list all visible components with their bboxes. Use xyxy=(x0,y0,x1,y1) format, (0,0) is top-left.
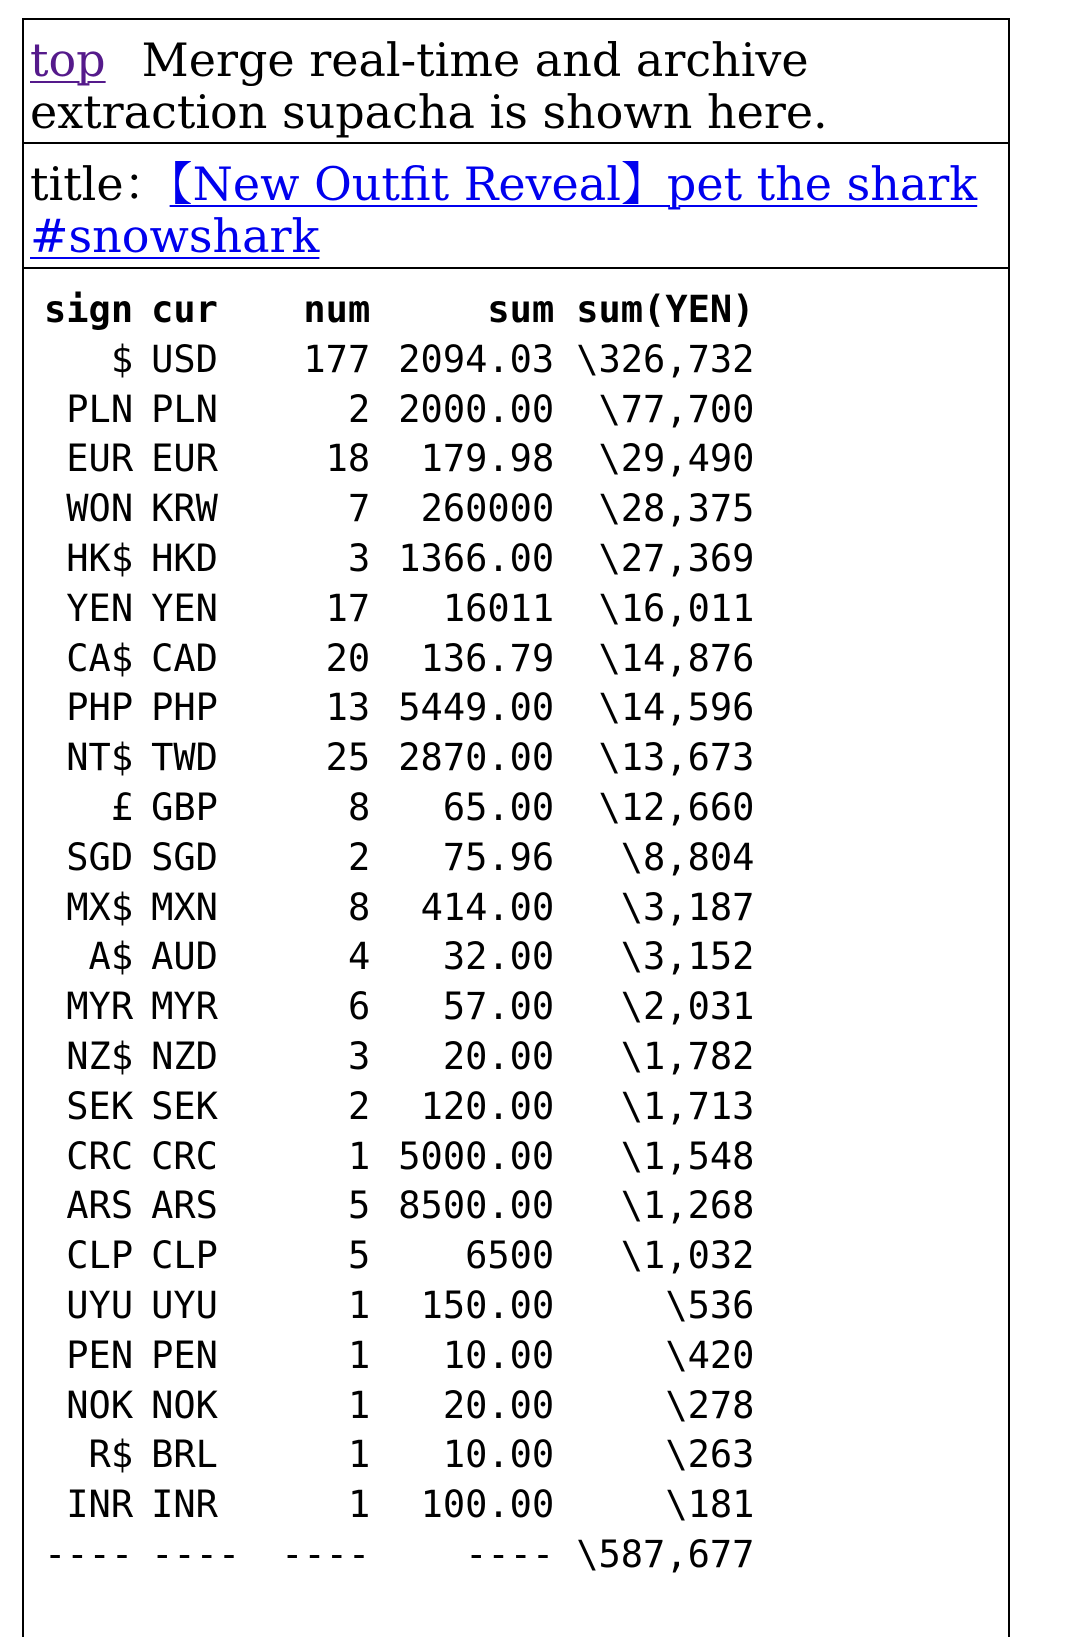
cell-sum-yen: \278 xyxy=(665,1383,755,1427)
table-row xyxy=(44,1480,754,1530)
cell-currency: MXN xyxy=(151,885,218,929)
cell-sign: ARS xyxy=(66,1184,134,1228)
cell-currency: YEN xyxy=(151,586,218,630)
cell-count: 5 xyxy=(347,1184,371,1228)
cell-sum-yen: \14,596 xyxy=(598,686,755,730)
table-row xyxy=(44,385,754,435)
cell-sign: INR xyxy=(66,1483,134,1527)
cell-currency: INR xyxy=(151,1483,218,1527)
cell-sum: 100.00 xyxy=(420,1483,555,1527)
cell-sum: 2000.00 xyxy=(398,387,555,431)
table-row xyxy=(44,783,754,833)
cell-currency: USD xyxy=(151,337,218,381)
column-header-sum-yen: sum(YEN) xyxy=(576,288,755,331)
cell-currency: PLN xyxy=(151,387,218,431)
cell-currency: GBP xyxy=(151,785,218,829)
cell-count: 25 xyxy=(325,736,371,780)
top-link[interactable]: top xyxy=(30,33,106,87)
table-row xyxy=(44,1381,754,1431)
cell-sum-yen: \1,032 xyxy=(620,1234,755,1278)
table-row xyxy=(44,1082,754,1132)
cell-sum-yen: \77,700 xyxy=(598,387,755,431)
cell-currency: NOK xyxy=(151,1383,218,1427)
cell-currency: UYU xyxy=(151,1283,218,1327)
cell-currency: PEN xyxy=(151,1333,218,1377)
cell-sum: 20.00 xyxy=(442,1034,555,1078)
cell-currency: SEK xyxy=(151,1084,218,1128)
total-sum-dashes: ---- xyxy=(465,1532,555,1576)
cell-sum-yen: \536 xyxy=(665,1283,755,1327)
cell-sum: 65.00 xyxy=(442,785,555,829)
cell-sum: 136.79 xyxy=(420,636,555,680)
cell-sum: 260000 xyxy=(420,487,555,531)
table-body xyxy=(44,335,754,1530)
cell-sum-yen: \29,490 xyxy=(598,437,755,481)
cell-sum-yen: \8,804 xyxy=(620,835,755,879)
cell-sum: 179.98 xyxy=(420,437,555,481)
cell-currency: BRL xyxy=(151,1433,218,1477)
cell-count: 6 xyxy=(347,985,371,1029)
cell-sum-yen: \181 xyxy=(665,1483,755,1527)
table-row xyxy=(44,1132,754,1182)
cell-currency: SGD xyxy=(151,835,218,879)
cell-currency: CLP xyxy=(151,1234,218,1278)
video-title-link[interactable]: 【New Outfit Reveal】pet the shark #snowshark xyxy=(30,157,978,263)
table-row xyxy=(44,982,754,1032)
cell-sum: 10.00 xyxy=(442,1433,555,1477)
table-row xyxy=(44,484,754,534)
cell-sum: 414.00 xyxy=(420,885,555,929)
cell-sum-yen: \1,548 xyxy=(620,1134,755,1178)
table-row xyxy=(44,1430,754,1480)
table-row xyxy=(44,634,754,684)
table-header-row xyxy=(44,285,754,335)
cell-sign: PEN xyxy=(66,1333,134,1377)
table-row xyxy=(44,584,754,634)
cell-sign: SEK xyxy=(66,1084,134,1128)
cell-sum-yen: \326,732 xyxy=(576,337,755,381)
cell-sum-yen: \16,011 xyxy=(598,586,755,630)
cell-sum-yen: \12,660 xyxy=(598,785,755,829)
cell-currency: AUD xyxy=(151,935,218,979)
cell-currency: ARS xyxy=(151,1184,218,1228)
column-header-sum: sum xyxy=(487,288,555,331)
cell-currency: HKD xyxy=(151,536,218,580)
cell-currency: CRC xyxy=(151,1134,218,1178)
cell-sign: YEN xyxy=(66,586,134,630)
cell-sign: A$ xyxy=(88,935,134,979)
cell-sum-yen: \3,152 xyxy=(620,935,755,979)
table-row xyxy=(44,1281,754,1331)
table-row xyxy=(44,883,754,933)
cell-sum-yen: \27,369 xyxy=(598,536,755,580)
cell-sign: SGD xyxy=(66,835,134,879)
cell-count: 1 xyxy=(347,1283,371,1327)
table-row xyxy=(44,733,754,783)
cell-count: 8 xyxy=(347,785,371,829)
cell-count: 5 xyxy=(347,1234,371,1278)
header-row xyxy=(24,20,1008,144)
cell-sum-yen: \1,713 xyxy=(620,1084,755,1128)
cell-sign: NT$ xyxy=(66,736,134,780)
cell-sum: 20.00 xyxy=(442,1383,555,1427)
cell-count: 177 xyxy=(303,337,371,381)
column-header-cur: cur xyxy=(151,288,218,331)
cell-sum-yen: \28,375 xyxy=(598,487,755,531)
cell-sign: £ xyxy=(110,785,134,829)
cell-sum: 16011 xyxy=(442,586,555,630)
header-message: Merge real-time and archive extraction supacha is shown here. xyxy=(30,33,828,139)
cell-sum: 8500.00 xyxy=(398,1184,555,1228)
cell-count: 3 xyxy=(347,1034,371,1078)
cell-count: 2 xyxy=(347,387,371,431)
table-row xyxy=(44,1231,754,1281)
cell-currency: KRW xyxy=(151,487,218,531)
cell-currency: TWD xyxy=(151,736,218,780)
cell-sign: WON xyxy=(66,487,134,531)
table-row xyxy=(44,1181,754,1231)
total-sign-dashes: ---- xyxy=(44,1532,134,1576)
cell-sum-yen: \420 xyxy=(665,1333,755,1377)
cell-sign: NZ$ xyxy=(66,1034,134,1078)
cell-currency: MYR xyxy=(151,985,218,1029)
table-row xyxy=(44,683,754,733)
cell-sum: 120.00 xyxy=(420,1084,555,1128)
cell-count: 1 xyxy=(347,1483,371,1527)
content-frame xyxy=(22,18,1010,1637)
cell-currency: NZD xyxy=(151,1034,218,1078)
cell-count: 13 xyxy=(325,686,371,730)
cell-count: 2 xyxy=(347,1084,371,1128)
cell-sign: MX$ xyxy=(66,885,134,929)
total-cur-dashes: ---- xyxy=(151,1532,241,1576)
cell-sign: UYU xyxy=(66,1283,134,1327)
cell-sum: 2094.03 xyxy=(398,337,555,381)
column-header-sign: sign xyxy=(44,288,134,331)
cell-sum-yen: \1,782 xyxy=(620,1034,755,1078)
table-row xyxy=(44,534,754,584)
cell-sum: 2870.00 xyxy=(398,736,555,780)
cell-sign: NOK xyxy=(66,1383,134,1427)
cell-sum: 5000.00 xyxy=(398,1134,555,1178)
cell-sign: $ xyxy=(110,337,134,381)
cell-sign: CRC xyxy=(66,1134,134,1178)
cell-count: 18 xyxy=(325,437,371,481)
table-row xyxy=(44,434,754,484)
cell-sum: 6500 xyxy=(465,1234,555,1278)
cell-count: 1 xyxy=(347,1433,371,1477)
cell-sum: 75.96 xyxy=(442,835,555,879)
cell-count: 8 xyxy=(347,885,371,929)
cell-sum: 57.00 xyxy=(442,985,555,1029)
cell-sum: 1366.00 xyxy=(398,536,555,580)
title-row xyxy=(24,144,1008,269)
cell-count: 4 xyxy=(347,935,371,979)
table-row xyxy=(44,335,754,385)
cell-sum: 32.00 xyxy=(442,935,555,979)
cell-sum: 150.00 xyxy=(420,1283,555,1327)
cell-sum-yen: \1,268 xyxy=(620,1184,755,1228)
cell-sign: PHP xyxy=(66,686,134,730)
cell-count: 1 xyxy=(347,1383,371,1427)
table-total-row xyxy=(44,1530,754,1580)
cell-count: 17 xyxy=(325,586,371,630)
cell-currency: PHP xyxy=(151,686,218,730)
cell-currency: CAD xyxy=(151,636,218,680)
cell-count: 3 xyxy=(347,536,371,580)
total-num-dashes: ---- xyxy=(281,1532,371,1576)
cell-sign: PLN xyxy=(66,387,134,431)
cell-currency: EUR xyxy=(151,437,218,481)
superchat-summary-table xyxy=(44,285,754,1580)
cell-sign: EUR xyxy=(66,437,134,481)
cell-sum-yen: \2,031 xyxy=(620,985,755,1029)
cell-count: 1 xyxy=(347,1333,371,1377)
table-row xyxy=(44,932,754,982)
cell-count: 1 xyxy=(347,1134,371,1178)
total-sum-yen: \587,677 xyxy=(576,1532,755,1576)
cell-sum: 10.00 xyxy=(442,1333,555,1377)
cell-sum-yen: \13,673 xyxy=(598,736,755,780)
cell-count: 20 xyxy=(325,636,371,680)
cell-sign: CA$ xyxy=(66,636,134,680)
cell-sum: 5449.00 xyxy=(398,686,555,730)
cell-sum-yen: \3,187 xyxy=(620,885,755,929)
title-label: title： xyxy=(30,157,170,211)
cell-sum-yen: \263 xyxy=(665,1433,755,1477)
cell-sign: CLP xyxy=(66,1234,134,1278)
cell-sum-yen: \14,876 xyxy=(598,636,755,680)
table-row xyxy=(44,1032,754,1082)
cell-count: 7 xyxy=(347,487,371,531)
cell-sign: MYR xyxy=(66,985,134,1029)
column-header-num: num xyxy=(303,288,371,331)
cell-sign: HK$ xyxy=(66,536,134,580)
cell-sign: R$ xyxy=(88,1433,134,1477)
table-row xyxy=(44,1331,754,1381)
table-row xyxy=(44,833,754,883)
cell-count: 2 xyxy=(347,835,371,879)
